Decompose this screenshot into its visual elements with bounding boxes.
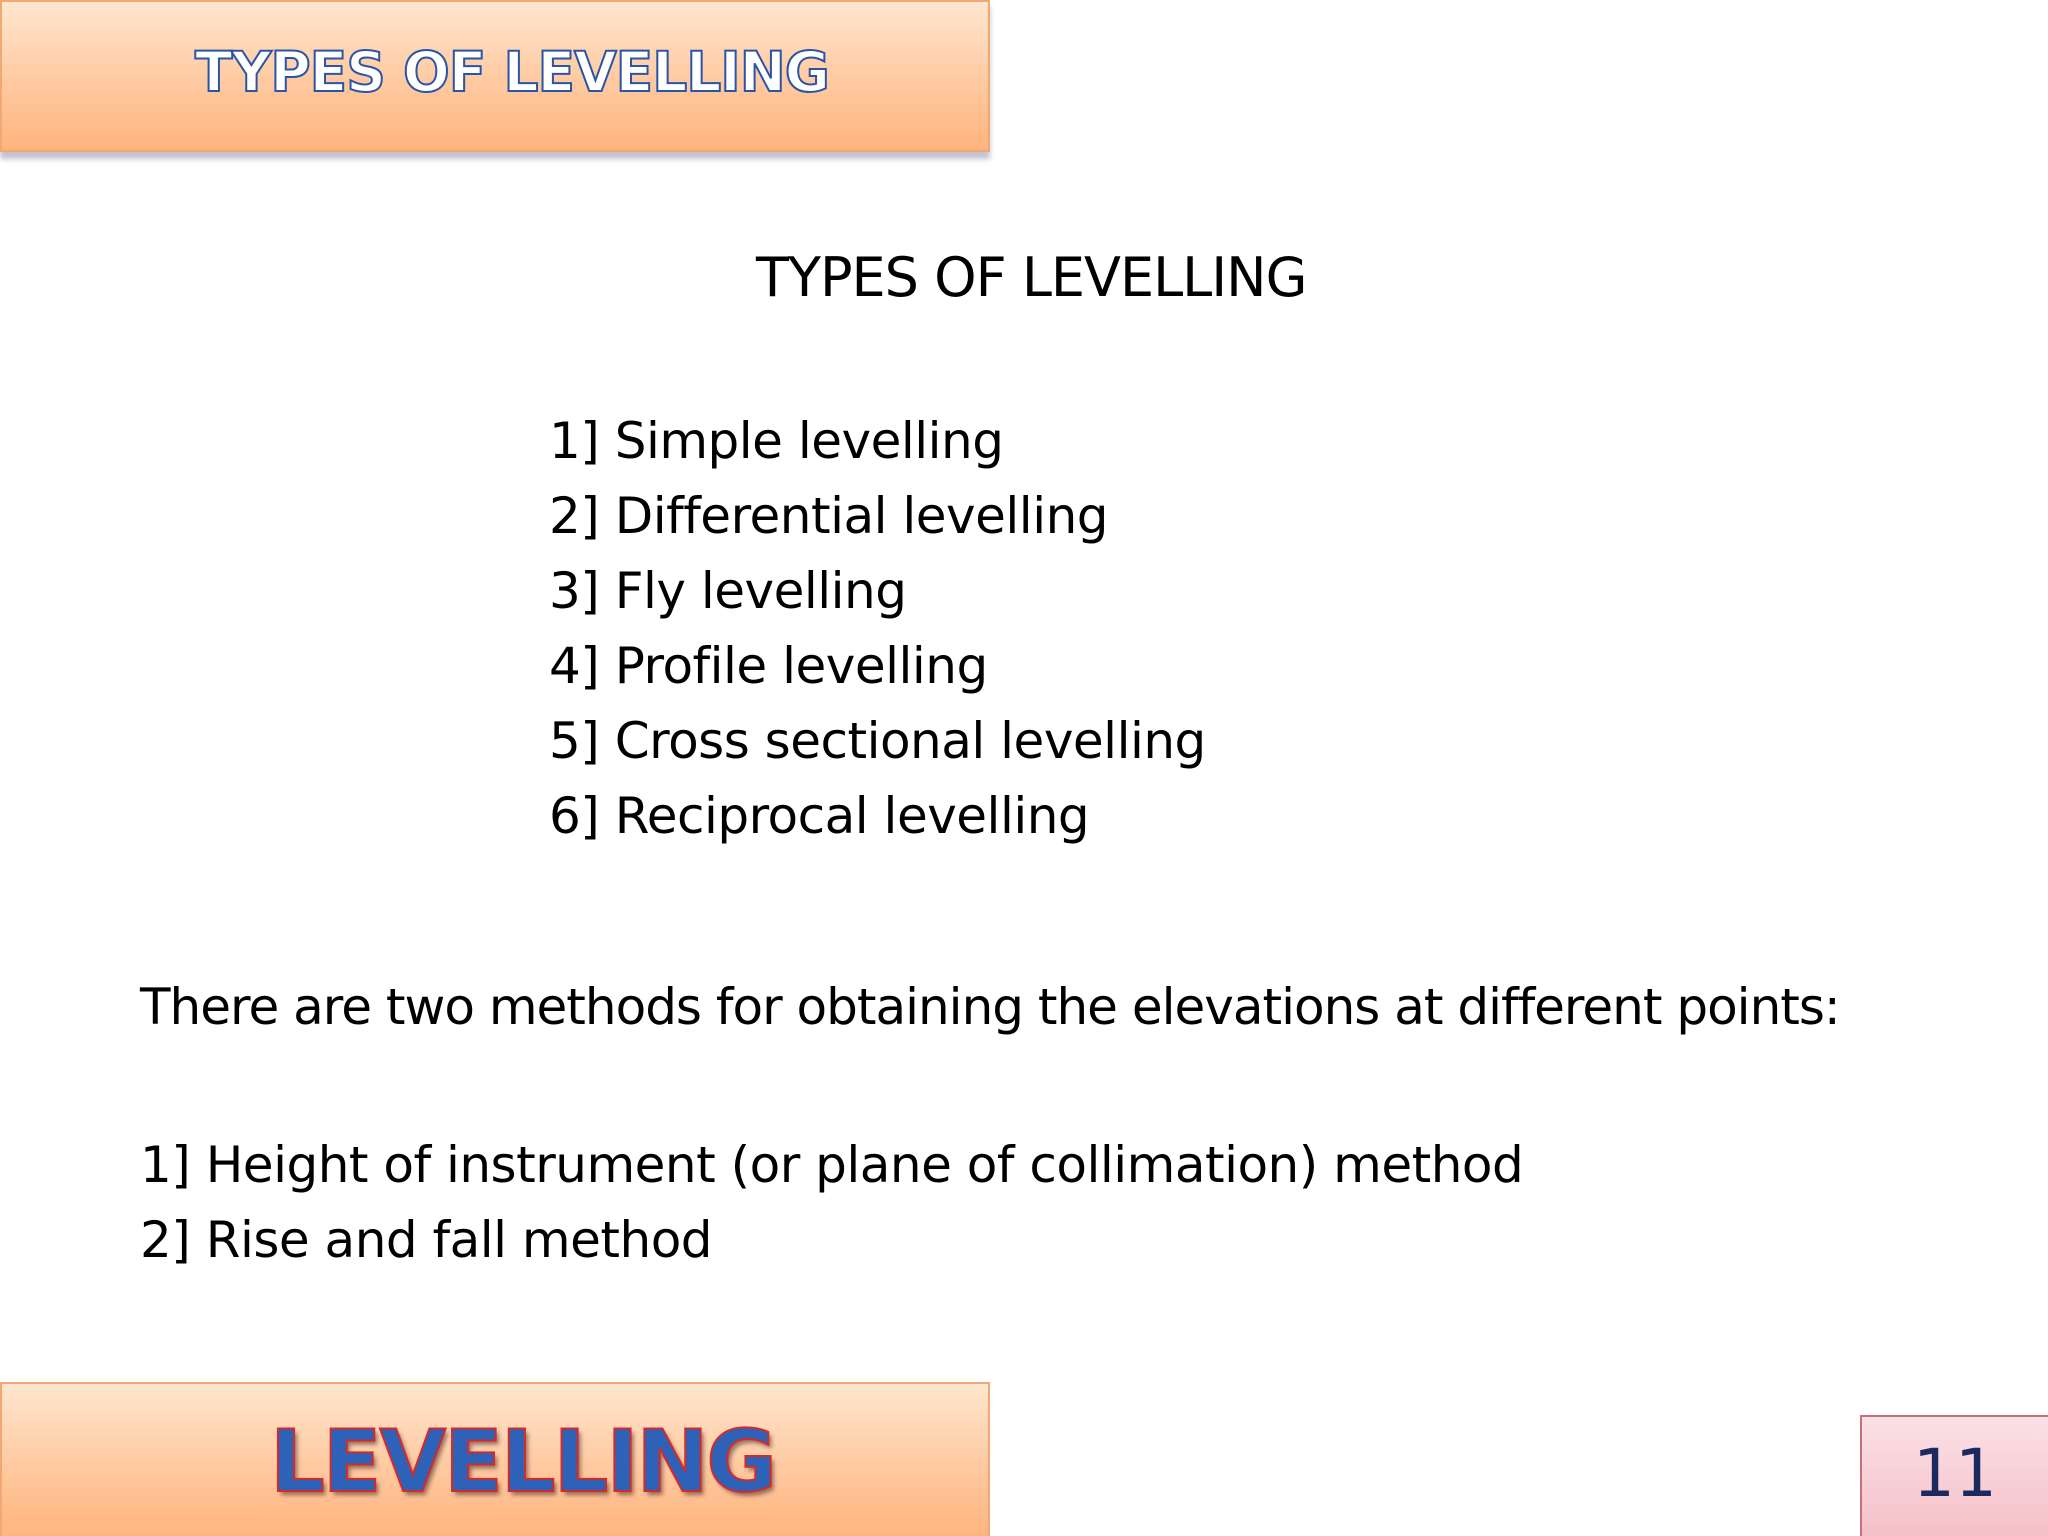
page-number-box bbox=[1860, 1415, 2048, 1536]
methods-intro-text: There are two methods for obtaining the elevations at different points: bbox=[140, 978, 1840, 1036]
list-item: 3] Fly levelling bbox=[549, 562, 907, 620]
page-number: 11 bbox=[1913, 1435, 1997, 1512]
list-item: 1] Simple levelling bbox=[549, 412, 1004, 470]
methods-list bbox=[140, 1128, 1523, 1278]
header-banner bbox=[0, 0, 990, 152]
content-heading: TYPES OF LEVELLING bbox=[756, 246, 1307, 309]
list-item: 2] Rise and fall method bbox=[140, 1211, 713, 1269]
footer-banner bbox=[0, 1382, 990, 1536]
header-title: TYPES OF LEVELLING bbox=[195, 40, 829, 104]
list-item: 1] Height of instrument (or plane of collimation) method bbox=[140, 1136, 1524, 1194]
list-item: 2] Differential levelling bbox=[549, 487, 1109, 545]
list-item: 4] Profile levelling bbox=[549, 637, 988, 695]
footer-title: LEVELLING bbox=[270, 1412, 776, 1512]
levelling-types-list bbox=[549, 404, 1206, 854]
list-item: 5] Cross sectional levelling bbox=[549, 712, 1206, 770]
list-item: 6] Reciprocal levelling bbox=[549, 787, 1090, 845]
